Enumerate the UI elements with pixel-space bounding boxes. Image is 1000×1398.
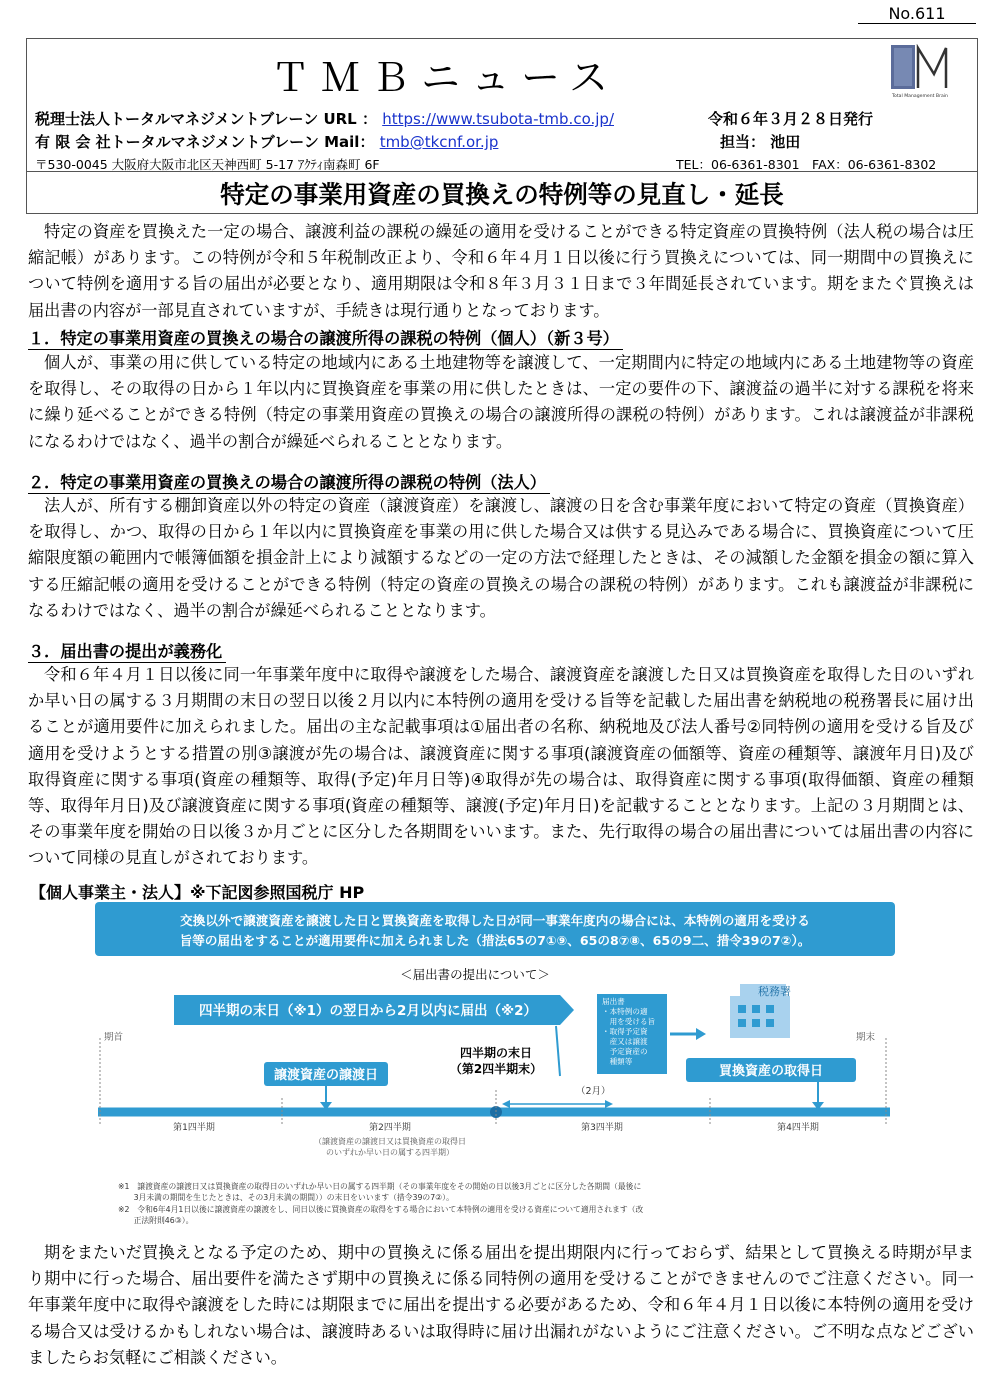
- header-line-2: [35, 131, 498, 152]
- company-logo: [890, 44, 950, 100]
- mail-label: Mail：: [324, 133, 375, 151]
- banner-line-1: 交換以外で譲渡資産を譲渡した日と買換資産を取得した日が同一事業年度内の場合には、本特例の適用を受ける: [180, 913, 810, 928]
- form-item: 用を受ける旨: [602, 1017, 656, 1026]
- form-item: 産又は譲渡: [602, 1037, 648, 1046]
- section-2-body: 法人が、所有する棚卸資産以外の特定の資産（譲渡資産）を譲渡し、譲渡の日を含む事業年度において特定の資産（買換資産）を取得し、かつ、取得の日から１年以内に買換資産を事業の用に供した場合又は供する見込みである場合に、買換資産について圧縮限度額の範囲内で帳簿価額を損金計上により減額するなどの一定の方法で経理したときは、その減額した金額を損金の額に算入する圧縮記帳の適用を受けることができる特例（特定の資産の買換えの場合の課税の特例）があります。これも譲渡益が非課税になるわけではなく、過半の割合が繰延べられることとなります。: [28, 496, 974, 620]
- quarter-end-line-2: （第2四半期末）: [449, 1062, 543, 1076]
- section-3-heading: ３．届出書の提出が義務化: [28, 638, 226, 663]
- company-name-1: 税理士法人トータルマネジメントブレーン: [35, 110, 319, 128]
- q2-note-line-2: のいずれか早い日の属する四半期）: [326, 1148, 454, 1157]
- pointer-arrow-icon: [556, 1026, 560, 1076]
- section-3-body: 令和６年４月１日以後に同一年事業年度中に取得や譲渡をした場合、譲渡資産を譲渡した日又は買換資産を取得した日のいずれか早い日の属する３月期間の末日の翌日以後２月以内に本特例の適用を受ける旨等を記載した届出書を納税地の税務署長に届け出ることが適用要件に加えられました。届出の主な記載事項は①届出者の名称、納税地及び法人番号②同特例の適用を受ける旨及び適用を受けようとする措置の別③譲渡が先の場合は、譲渡資産に関する事項(譲渡資産の価額等、資産の種類等、譲渡年月日)及び取得資産に関する事項(資産の種類等、取得(予定)年月日等)④取得が先の場合は、取得資産に関する事項(取得価額、資産の種類等、取得年月日)及び譲渡資産に関する事項(資産の種類等、譲渡(予定)年月日)を記載することとなります。上記の３月期間とは、その事業年度を開始の日以後３か月ごとに区分した各期間をいいます。また、先行取得の場合の届出書については届出書の内容について同様の見直しがされております。: [28, 665, 974, 868]
- form-item: 届出書: [602, 997, 625, 1006]
- issue-number: No.611: [858, 4, 976, 24]
- email-link[interactable]: tmb@tkcnf.or.jp: [379, 133, 499, 151]
- two-months-label: （2月）: [576, 1086, 611, 1097]
- tax-office-label: 税務署: [758, 985, 791, 998]
- note-2-line-1: ※2 令和6年4月1日以後に譲渡資産の譲渡をし、同日以後に買換資産の取得をする場合において本特例の適用を受ける資産について適用されます（改: [118, 1205, 644, 1214]
- deadline-text: 四半期の末日（※1）の翌日から2月以内に届出（※2）: [199, 1003, 537, 1019]
- form-item: 種類等: [602, 1057, 633, 1066]
- note-1-line-2: 3月未満の期間を生じたときは、その3月未満の期間））の末日をいいます（措令39の7②）。: [118, 1193, 454, 1202]
- website-link[interactable]: https://www.tsubota-tmb.co.jp/: [382, 110, 614, 128]
- closing-paragraph: 期をまたいだ買換えとなる予定のため、期中の買換えに係る届出を提出期限内に行っておらず、結果として買換える時期が早まり期中に行った場合、届出要件を満たさず期中の買換えに係る同特例の適用を受けることができませんのでご注意ください。同一年事業年度中に取得や譲渡をした時には期限までに届出を提出する必要があるため、令和６年４月１日以後に本特例の適用を受ける場合又は受けるかもしれない場合は、譲渡時あるいは取得時に届け出漏れがないようにご注意ください。ご不明な点などございましたらお気軽にご相談ください。: [28, 1243, 974, 1367]
- quarter-label: 第2四半期: [369, 1123, 411, 1133]
- logo-m-icon: [918, 48, 946, 88]
- form-item: ・本特例の適: [602, 1007, 648, 1016]
- url-label: URL ：: [323, 110, 377, 128]
- quarter-end-line-1: 四半期の末日: [459, 1046, 533, 1060]
- period-end-label: 期末: [856, 1032, 876, 1043]
- contact: [720, 131, 800, 152]
- form-item: 予定資産の: [602, 1047, 648, 1056]
- section-1-body: 個人が、事業の用に供している特定の地域内にある土地建物等を譲渡して、一定期間内に特定の地域内にある土地建物等の資産を取得し、その取得の日から１年以内に買換資産を事業の用に供したときは、一定の要件の下、譲渡益の過半に対する課税を将来に繰り延べることができる特例（特定の事業用資産の買換えの場合の譲渡所得の課税の特例）があります。これは譲渡益が非課税になるわけではなく、過半の割合が繰延べられることとなります。: [28, 353, 974, 451]
- address: 〒530-0045 大阪府大阪市北区天神西町 5-17 ｱｸﾃｨ南森町 6F: [35, 157, 380, 172]
- contact-label: 担当：: [720, 133, 766, 151]
- note-2-line-2: 正法附則46③）。: [118, 1216, 194, 1225]
- headline: 特定の事業用資産の買換えの特例等の見直し・延長: [220, 180, 784, 209]
- section-2-heading: ２．特定の事業用資産の買換えの場合の譲渡所得の課税の特例（法人）: [28, 469, 550, 494]
- quarter-label: 第3四半期: [581, 1123, 623, 1133]
- intro-paragraph: 特定の資産を買換えた一定の場合、譲渡利益の課税の繰延の適用を受けることができる特定資産の買換特例（法人税の場合は圧縮記帳）があります。この特例が令和５年税制改正より、令和６年４月１日以後に行う買換えについては、同一期間中の買換えについて特例を適用する旨の届出が必要となり、適用期限は令和８年３月３１日まで３年間延長されています。期をまたぐ買換えは届出書の内容が一部見直されていますが、手続きは現行通りとなっております。: [28, 222, 974, 320]
- diagram-subtitle: ＜届出書の提出について＞: [400, 967, 550, 982]
- newsletter-title: ＴＭＢニュース: [270, 56, 620, 101]
- form-item: ・取得予定資: [602, 1027, 648, 1036]
- tel-fax: TEL：06-6361-8301 FAX：06-6361-8302: [676, 157, 937, 172]
- quarter-label: 第4四半期: [777, 1123, 819, 1133]
- contact-name: 池田: [770, 133, 801, 151]
- period-start-label: 期首: [104, 1032, 124, 1043]
- acquisition-date-label: 買換資産の取得日: [718, 1064, 824, 1079]
- quarter-label: 第1四半期: [173, 1123, 215, 1133]
- transfer-date-label: 譲渡資産の譲渡日: [273, 1068, 379, 1083]
- header-line-1: [35, 108, 614, 129]
- logo-text: Total Management Brain: [892, 94, 948, 99]
- figure-caption: 【個人事業主・法人】※下記図参照国税庁 HP: [30, 883, 365, 902]
- issue-date: 令和６年３月２８日発行: [708, 110, 874, 128]
- company-name-2: 有 限 会 社トータルマネジメントブレーン: [35, 133, 319, 151]
- banner-line-2: 旨等の届出をすることが適用要件に加えられました（措法65の7①⑨、65の8⑦⑧、65の9二、措令39の7②）。: [179, 933, 811, 948]
- q2-note-line-1: （譲渡資産の譲渡日又は買換資産の取得日: [314, 1137, 466, 1146]
- note-1-line-1: ※1 譲渡資産の譲渡日又は買換資産の取得日のいずれか早い日の属する四半期（その事業年度をその開始の日以後3月ごとに区分した各期間（最後に: [118, 1182, 642, 1191]
- section-1-heading: １．特定の事業用資産の買換えの場合の譲渡所得の課税の特例（個人）（新３号）: [28, 325, 623, 350]
- filing-diagram: [90, 898, 900, 1238]
